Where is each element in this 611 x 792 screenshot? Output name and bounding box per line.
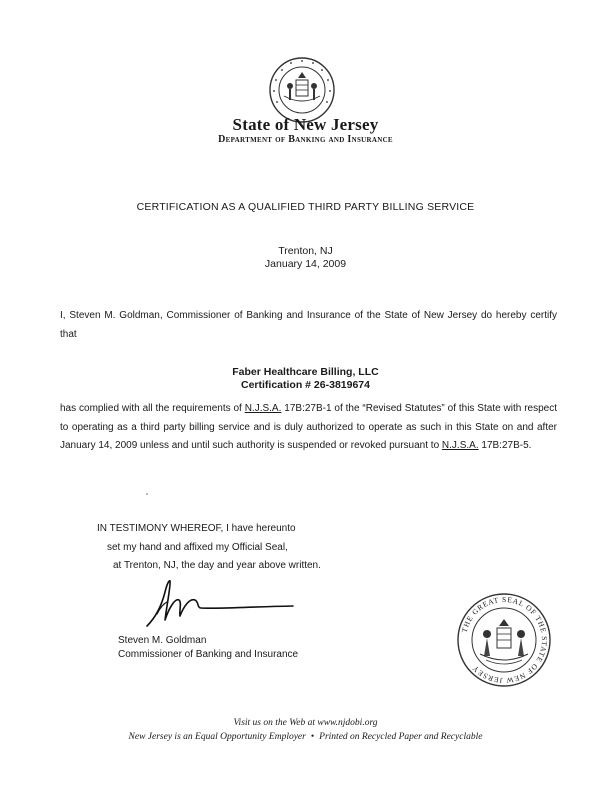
compliance-text-2: 17B:27B-1 of the “Revised Statutes” of this State with respect to operating as a third party billing service and is duly authorized to operate as such in this State on and after January 14, 2009 unless and until such authority is suspended or revoked pursuant to bbox=[60, 403, 557, 451]
statute-reference: N.J.S.A. bbox=[244, 403, 282, 414]
compliance-paragraph bbox=[60, 400, 557, 456]
signer-name: Steven M. Goldman bbox=[118, 635, 207, 646]
intro-paragraph: I, Steven M. Goldman, Commissioner of Banking and Insurance of the State of New Jersey do hereby certify that bbox=[60, 310, 557, 340]
testimony-line: IN TESTIMONY WHEREOF, I have hereunto bbox=[97, 523, 296, 534]
issue-place: Trenton, NJ bbox=[278, 245, 333, 257]
seal-inscription: THE GREAT SEAL OF THE STATE OF NEW JERSEY bbox=[459, 594, 550, 686]
scan-speck bbox=[146, 493, 148, 495]
certificate-title: CERTIFICATION AS A QUALIFIED THIRD PARTY BILLING SERVICE bbox=[136, 201, 475, 213]
signer-title: Commissioner of Banking and Insurance bbox=[118, 649, 299, 660]
compliance-text-1: has complied with all the requirements of bbox=[60, 403, 245, 414]
bullet-icon: • bbox=[310, 732, 315, 742]
testimony-line: at Trenton, NJ, the day and year above written. bbox=[113, 560, 321, 571]
company-block bbox=[0, 366, 611, 392]
footer-recycled: Printed on Recycled Paper and Recyclable bbox=[319, 732, 483, 742]
footer-website: Visit us on the Web at www.njdobi.org bbox=[233, 718, 378, 728]
state-seal-icon bbox=[268, 56, 336, 124]
testimony-line: set my hand and affixed my Official Seal, bbox=[107, 541, 288, 553]
place-date-block bbox=[0, 245, 611, 271]
company-name: Faber Healthcare Billing, LLC bbox=[232, 366, 379, 378]
issue-date: January 14, 2009 bbox=[264, 258, 347, 270]
certification-number: Certification # 26-3819674 bbox=[241, 379, 370, 391]
footer-eoe: New Jersey is an Equal Opportunity Employer bbox=[128, 732, 306, 742]
footer-notice bbox=[0, 730, 611, 744]
agency-department: Department of Banking and Insurance bbox=[218, 134, 393, 145]
statute-reference: N.J.S.A. bbox=[441, 440, 479, 451]
signer-block bbox=[118, 634, 298, 662]
official-seal-icon bbox=[456, 592, 552, 688]
compliance-text-3: 17B:27B-5. bbox=[478, 440, 532, 451]
testimony-block bbox=[97, 520, 321, 576]
agency-title: State of New Jersey bbox=[232, 115, 379, 134]
footer bbox=[0, 716, 611, 744]
handwritten-signature bbox=[145, 578, 295, 630]
